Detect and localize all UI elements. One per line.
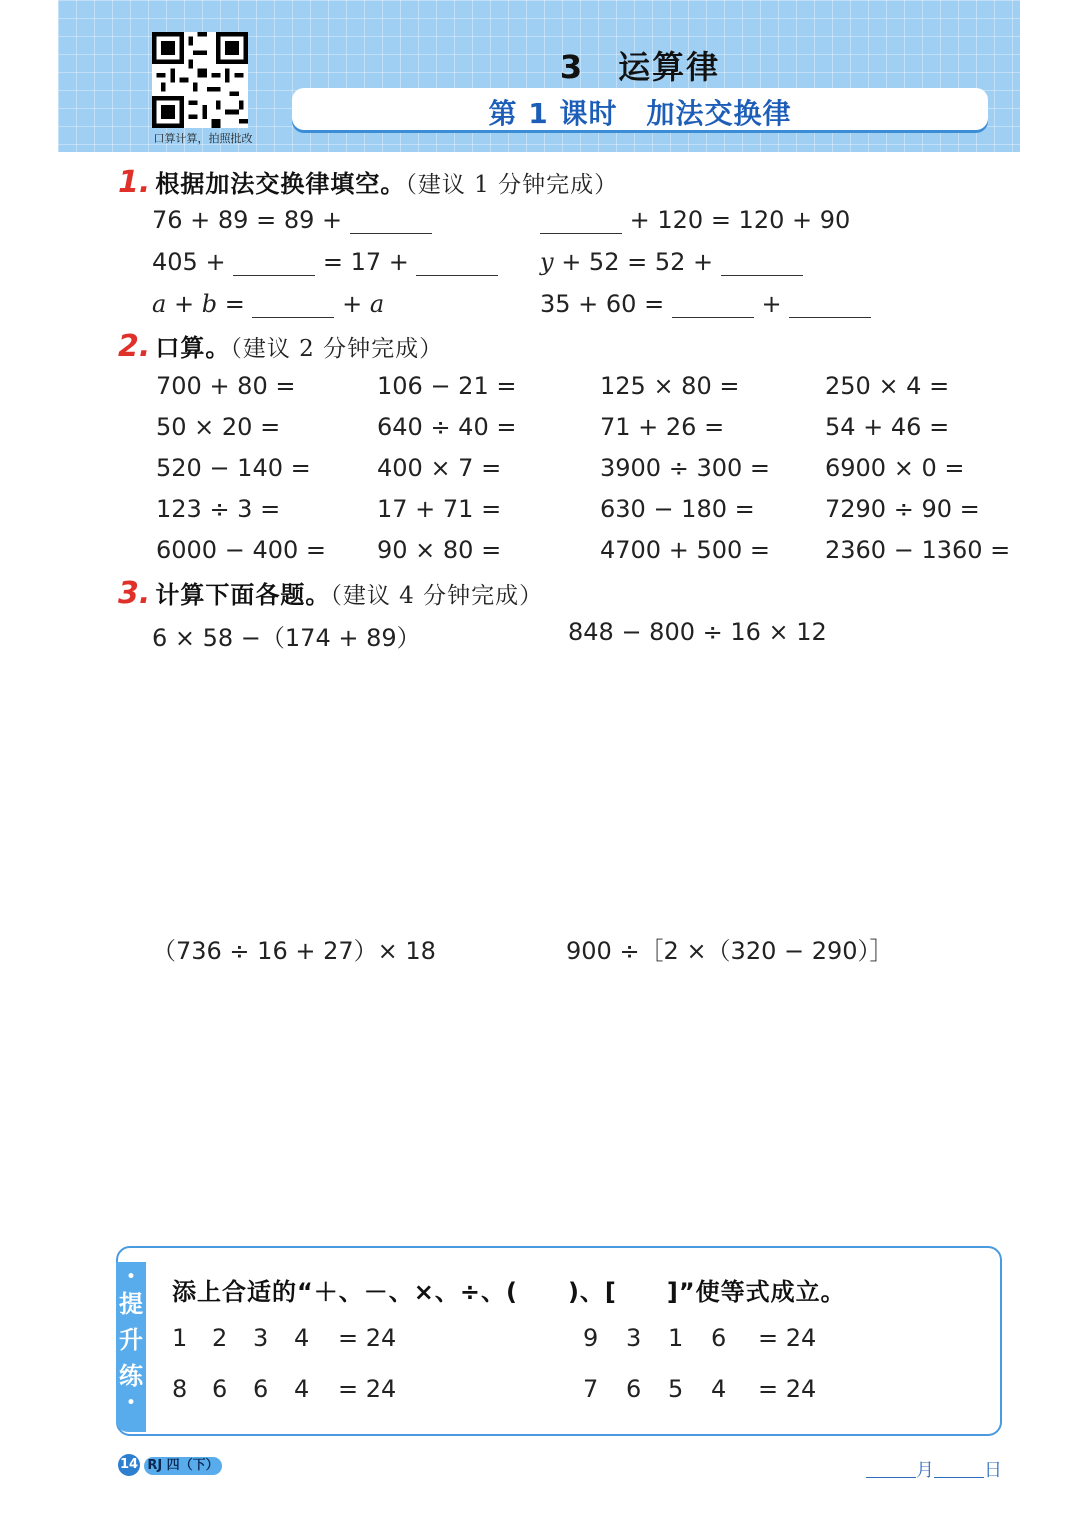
mental-math-item: 4700 + 500 = (600, 536, 770, 564)
section-3-heading (118, 575, 543, 611)
lesson-title: 第 1 课时 加法交换律 (488, 97, 792, 130)
fill-row-1-right: + 120 = 120 + 90 (540, 206, 850, 234)
fill-row-1-left: 76 + 89 = 89 + (152, 206, 432, 234)
mental-math-item: 123 ÷ 3 = (156, 495, 281, 523)
mental-math-item: 7290 ÷ 90 = (825, 495, 980, 523)
equation-number: 1 (172, 1324, 188, 1352)
fill-row-2-right: y + 52 = 52 + (540, 248, 803, 276)
equation-number: 7 (583, 1375, 599, 1403)
equation-number: 4 (294, 1375, 310, 1403)
equation-number: 3 (253, 1324, 269, 1352)
answer-blank[interactable] (350, 207, 432, 234)
mental-math-item: 50 × 20 = (156, 413, 281, 441)
date-field: 月 日 (866, 1456, 1002, 1482)
equation-number: 4 (294, 1324, 310, 1352)
unit-title: 3 运算律 (559, 48, 721, 86)
equation-number: 8 (172, 1375, 188, 1403)
answer-blank[interactable] (540, 207, 622, 234)
equation-number: 6 (212, 1375, 228, 1403)
mental-math-item: 17 + 71 = (377, 495, 502, 523)
mental-math-item: 520 − 140 = (156, 454, 311, 482)
section-2-heading (118, 328, 443, 364)
answer-blank[interactable] (233, 249, 315, 276)
day-blank[interactable] (934, 1459, 984, 1478)
fill-row-3-right: 35 + 60 = + (540, 290, 871, 318)
answer-blank[interactable] (672, 291, 754, 318)
answer-blank[interactable] (789, 291, 871, 318)
mental-math-item: 106 − 21 = (377, 372, 517, 400)
mental-math-item: 54 + 46 = (825, 413, 950, 441)
mental-math-item: 640 ÷ 40 = (377, 413, 517, 441)
answer-blank[interactable] (416, 249, 498, 276)
mental-math-item: 125 × 80 = (600, 372, 740, 400)
equation-number: 6 (626, 1375, 642, 1403)
mental-math-item: 3900 ÷ 300 = (600, 454, 770, 482)
calc-problem: 6 × 58 −（174 + 89） (152, 624, 421, 652)
mental-math-item: 2360 − 1360 = (825, 536, 1011, 564)
extension-tab-label: • 提 升 练 • (116, 1268, 146, 1412)
section-title: 计算下面各题。 (155, 581, 331, 609)
mental-math-item: 400 × 7 = (377, 454, 502, 482)
equation-result: = 24 (758, 1375, 817, 1403)
section-number: 1. (118, 165, 151, 200)
section-number: 3. (118, 576, 151, 611)
equation-result: = 24 (338, 1324, 397, 1352)
section-title: 口算。 (155, 334, 231, 362)
section-hint: （建议 1 分钟完成） (405, 172, 619, 198)
mental-math-item: 71 + 26 = (600, 413, 725, 441)
calc-problem: 900 ÷［2 ×（320 − 290）］ (566, 937, 894, 965)
mental-math-item: 250 × 4 = (825, 372, 950, 400)
qr-code-icon[interactable] (152, 32, 248, 128)
month-blank[interactable] (866, 1459, 916, 1478)
mental-math-item: 90 × 80 = (377, 536, 502, 564)
page-number: 14 (118, 1454, 140, 1476)
fill-row-2-left: 405 + = 17 + (152, 248, 498, 276)
section-hint: （建议 4 分钟完成） (330, 583, 544, 609)
mental-math-item: 6900 × 0 = (825, 454, 965, 482)
extension-tab-char: 练 (119, 1362, 143, 1390)
section-1-heading (118, 164, 618, 200)
edition-label: RJ 四（下） (144, 1457, 222, 1475)
answer-blank[interactable] (252, 291, 334, 318)
mental-math-item: 630 − 180 = (600, 495, 755, 523)
equation-number: 9 (583, 1324, 599, 1352)
equation-number: 3 (626, 1324, 642, 1352)
fill-row-3-left: a + b = + a (152, 290, 385, 318)
qr-caption: 口算计算，拍照批改 (153, 132, 253, 145)
extension-tab-char: 升 (119, 1326, 143, 1354)
equation-result: = 24 (338, 1375, 397, 1403)
section-number: 2. (118, 329, 151, 364)
section-title: 根据加法交换律填空。 (155, 170, 406, 198)
equation-number: 6 (253, 1375, 269, 1403)
equation-number: 4 (711, 1375, 727, 1403)
equation-number: 6 (711, 1324, 727, 1352)
extension-tab-char: 提 (119, 1290, 143, 1318)
mental-math-item: 700 + 80 = (156, 372, 296, 400)
extension-title: 添上合适的“＋、－、×、÷、( )、[ ]”使等式成立。 (172, 1278, 846, 1306)
equation-number: 1 (668, 1324, 684, 1352)
section-hint: （建议 2 分钟完成） (230, 336, 444, 362)
calc-problem: （736 ÷ 16 + 27）× 18 (152, 937, 436, 965)
calc-problem: 848 − 800 ÷ 16 × 12 (568, 618, 827, 646)
answer-blank[interactable] (721, 249, 803, 276)
equation-result: = 24 (758, 1324, 817, 1352)
equation-number: 2 (212, 1324, 228, 1352)
mental-math-item: 6000 − 400 = (156, 536, 326, 564)
equation-number: 5 (668, 1375, 684, 1403)
